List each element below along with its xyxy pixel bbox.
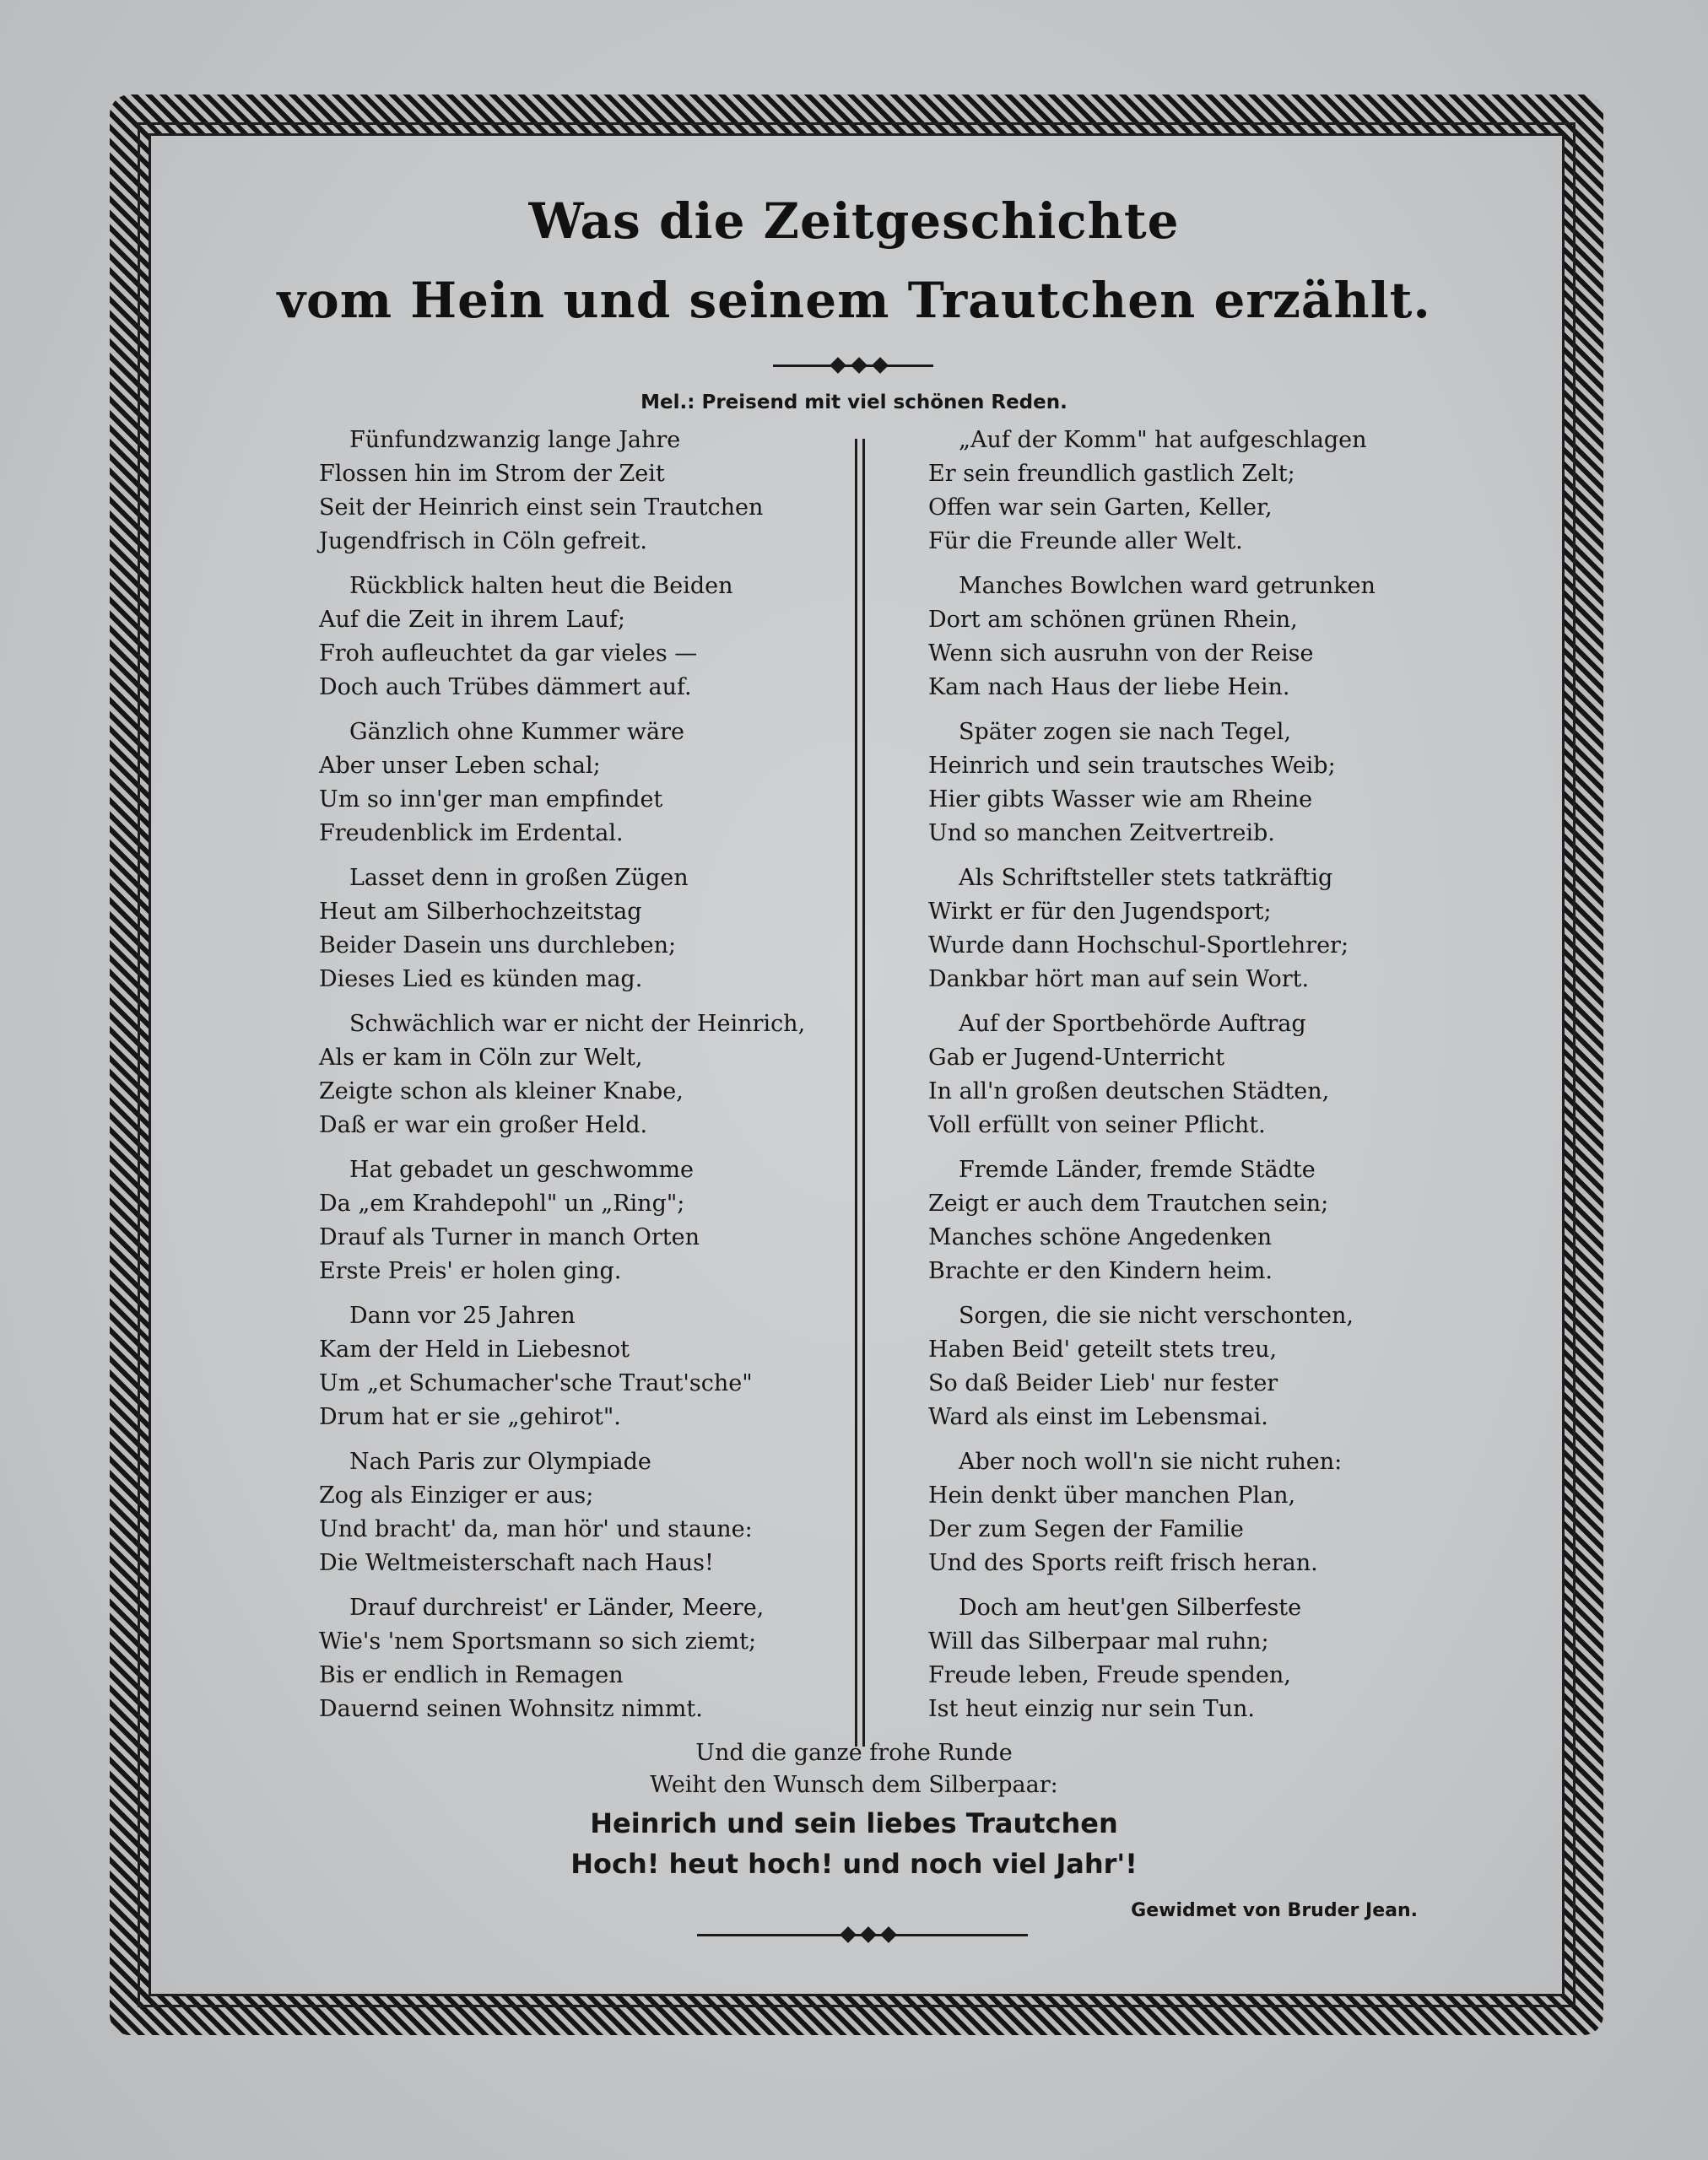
finale-line-4: Hoch! heut hoch! und noch viel Jahr'! [570, 1848, 1138, 1880]
verse-line: „Auf der Komm" hat aufgeschlagen [959, 427, 1367, 453]
verse-line: Freudenblick im Erdental. [319, 820, 624, 846]
verse-line: Aber unser Leben schal; [319, 753, 601, 779]
verse-line: Drauf als Turner in manch Orten [319, 1224, 700, 1250]
verse-line: Freude leben, Freude spenden, [928, 1662, 1291, 1688]
stanza [928, 716, 1468, 850]
stanza [319, 1299, 859, 1434]
finale-line-1: Und die ganze frohe Runde [695, 1740, 1013, 1766]
column-divider [855, 439, 865, 1747]
stanza [319, 1591, 859, 1726]
verse-line: Wenn sich ausruhn von der Reise [928, 640, 1314, 667]
verse-line: Aber noch woll'n sie nicht ruhen: [959, 1449, 1343, 1475]
title-line-1: Was die Zeitgeschichte [528, 192, 1180, 250]
verse-line: Wie's 'nem Sportsmann so sich ziemt; [319, 1628, 757, 1655]
dedication: Gewidmet von Bruder Jean. [1131, 1900, 1418, 1921]
verse-line: Doch auch Trübes dämmert auf. [319, 674, 692, 700]
bottom-ornament [697, 1927, 1028, 1942]
stanza [928, 570, 1468, 705]
verse-line: Als Schriftsteller stets tatkräftig [959, 865, 1333, 891]
verse-line: Der zum Segen der Familie [928, 1516, 1244, 1542]
stanza [319, 1153, 859, 1288]
ornament-diamond [880, 1926, 897, 1943]
verse-line: Die Weltmeisterschaft nach Haus! [319, 1550, 714, 1576]
verse-line: Jugendfrisch in Cöln gefreit. [319, 528, 647, 554]
verse-line: Heinrich und sein trautsches Weib; [928, 753, 1336, 779]
stanza [319, 1445, 859, 1580]
verse-line: Zog als Einziger er aus; [319, 1482, 594, 1509]
melody-note: Mel.: Preisend mit viel schönen Reden. [640, 392, 1068, 413]
verse-line: Ist heut einzig nur sein Tun. [928, 1696, 1255, 1722]
verse-line: In all'n großen deutschen Städten, [928, 1078, 1330, 1104]
ornament-diamond [830, 357, 846, 374]
verse-line: Für die Freunde aller Welt. [928, 528, 1243, 554]
stanza [928, 424, 1468, 559]
stanza [319, 570, 859, 705]
verse-line: Doch am heut'gen Silberfeste [959, 1595, 1302, 1621]
verse-line: Wurde dann Hochschul-Sportlehrer; [928, 932, 1349, 958]
stanza [928, 1299, 1468, 1434]
verse-line: Nach Paris zur Olympiade [349, 1449, 651, 1475]
ornament-diamond [872, 357, 889, 374]
verse-line: Und so manchen Zeitvertreib. [928, 820, 1275, 846]
verse-line: Bis er endlich in Remagen [319, 1662, 624, 1688]
stanza [928, 1153, 1468, 1288]
title-line-2: vom Hein und seinem Trautchen erzählt. [277, 272, 1431, 329]
stanza [319, 1007, 859, 1142]
verse-line: Sorgen, die sie nicht verschonten, [959, 1303, 1354, 1329]
verse-line: Zeigt er auch dem Trautchen sein; [928, 1191, 1329, 1217]
verse-line: Erste Preis' er holen ging. [319, 1258, 622, 1284]
stanza [928, 861, 1468, 996]
verse-line: Fremde Länder, fremde Städte [959, 1157, 1316, 1183]
verse-line: Auf der Sportbehörde Auftrag [959, 1011, 1306, 1037]
verse-line: Hier gibts Wasser wie am Rheine [928, 786, 1313, 813]
verse-line: Schwächlich war er nicht der Heinrich, [349, 1011, 806, 1037]
verse-line: Haben Beid' geteilt stets treu, [928, 1336, 1278, 1363]
ornament-diamond [860, 1926, 877, 1943]
verse-line: Später zogen sie nach Tegel, [959, 719, 1291, 745]
verse-line: Und des Sports reift frisch heran. [928, 1550, 1318, 1576]
verse-line: Manches schöne Angedenken [928, 1224, 1273, 1250]
stanza [928, 1591, 1468, 1726]
verse-line: Daß er war ein großer Held. [319, 1112, 648, 1138]
stanza [928, 1007, 1468, 1142]
verse-line: Dann vor 25 Jahren [349, 1303, 576, 1329]
verse-line: Als er kam in Cöln zur Welt, [319, 1045, 643, 1071]
ornament-diamond [840, 1926, 857, 1943]
verse-line: Froh aufleuchtet da gar vieles — [319, 640, 698, 667]
verse-line: Da „em Krahdepohl" un „Ring"; [319, 1191, 685, 1217]
verse-line: Er sein freundlich gastlich Zelt; [928, 461, 1295, 487]
verse-line: Beider Dasein uns durchleben; [319, 932, 677, 958]
right-poem-column [928, 424, 1468, 1737]
verse-line: Ward als einst im Lebensmai. [928, 1404, 1268, 1430]
verse-line: Lasset denn in großen Zügen [349, 865, 689, 891]
stanza [319, 424, 859, 559]
verse-line: Kam nach Haus der liebe Hein. [928, 674, 1290, 700]
verse-line: Flossen hin im Strom der Zeit [319, 461, 665, 487]
verse-line: So daß Beider Lieb' nur fester [928, 1370, 1278, 1396]
verse-line: Seit der Heinrich einst sein Trautchen [319, 494, 764, 521]
verse-line: Heut am Silberhochzeitstag [319, 899, 642, 925]
left-poem-column [319, 424, 859, 1737]
verse-line: Hat gebadet un geschwomme [349, 1157, 694, 1183]
verse-line: Offen war sein Garten, Keller, [928, 494, 1273, 521]
finale-line-2: Weiht den Wunsch dem Silberpaar: [650, 1772, 1058, 1798]
verse-line: Rückblick halten heut die Beiden [349, 573, 733, 599]
verse-line: Um „et Schumacher'sche Traut'sche" [319, 1370, 753, 1396]
verse-line: Auf die Zeit in ihrem Lauf; [319, 607, 625, 633]
verse-line: Will das Silberpaar mal ruhn; [928, 1628, 1269, 1655]
verse-line: Dankbar hört man auf sein Wort. [928, 966, 1310, 992]
stanza [319, 861, 859, 996]
verse-line: Kam der Held in Liebesnot [319, 1336, 630, 1363]
verse-line: Dauernd seinen Wohnsitz nimmt. [319, 1696, 703, 1722]
verse-line: Brachte er den Kindern heim. [928, 1258, 1273, 1284]
title-ornament [773, 358, 933, 373]
verse-line: Dort am schönen grünen Rhein, [928, 607, 1298, 633]
verse-line: Dieses Lied es künden mag. [319, 966, 643, 992]
stanza [319, 716, 859, 850]
ornament-diamond [851, 357, 868, 374]
verse-line: Gab er Jugend-Unterricht [928, 1045, 1225, 1071]
verse-line: Drum hat er sie „gehirot". [319, 1404, 621, 1430]
verse-line: Gänzlich ohne Kummer wäre [349, 719, 684, 745]
verse-line: Wirkt er für den Jugendsport; [928, 899, 1272, 925]
verse-line: Um so inn'ger man empfindet [319, 786, 663, 813]
verse-line: Drauf durchreist' er Länder, Meere, [349, 1595, 765, 1621]
finale-line-3: Heinrich und sein liebes Trautchen [590, 1807, 1118, 1839]
stanza [928, 1445, 1468, 1580]
verse-line: Zeigte schon als kleiner Knabe, [319, 1078, 684, 1104]
verse-line: Und bracht' da, man hör' und staune: [319, 1516, 753, 1542]
verse-line: Voll erfüllt von seiner Pflicht. [928, 1112, 1266, 1138]
verse-line: Hein denkt über manchen Plan, [928, 1482, 1296, 1509]
verse-line: Manches Bowlchen ward getrunken [959, 573, 1376, 599]
verse-line: Fünfundzwanzig lange Jahre [349, 427, 681, 453]
